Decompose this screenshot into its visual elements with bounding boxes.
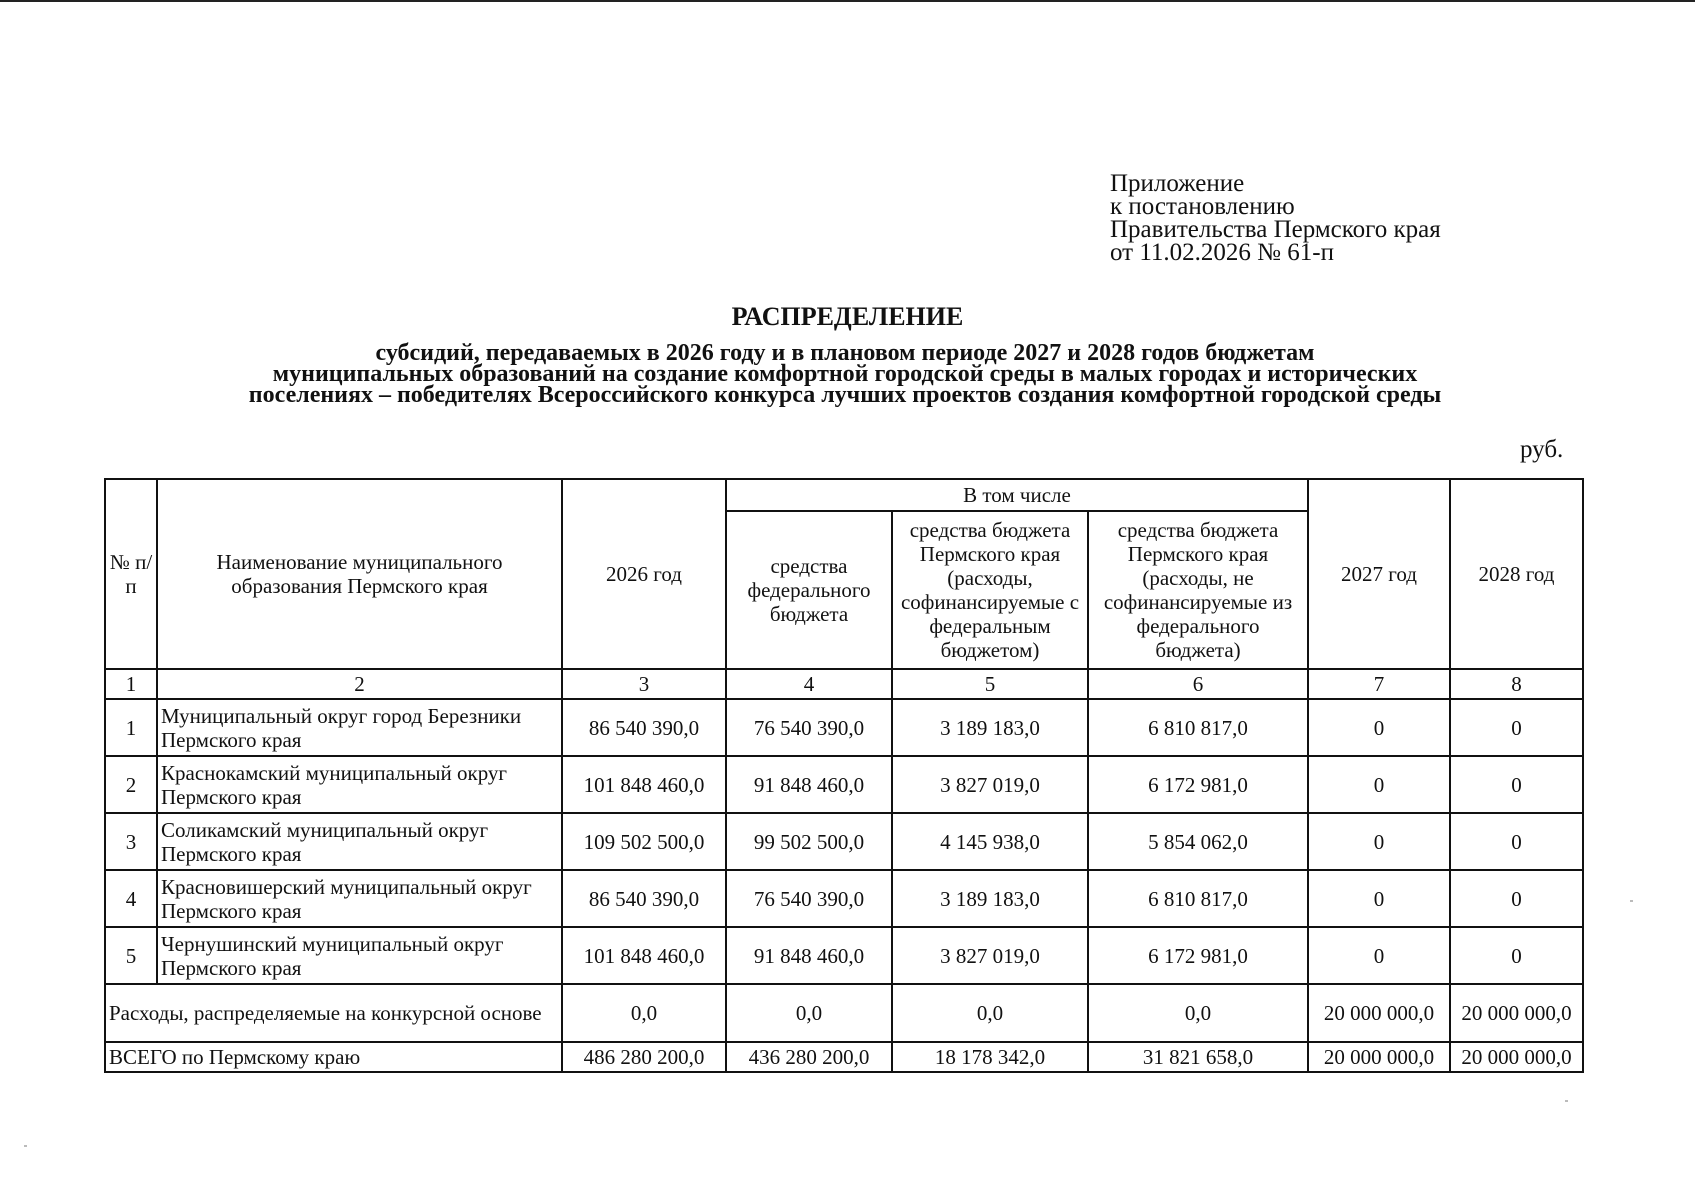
- column-numbers-row: [105, 669, 1583, 699]
- row-2028: 0: [1450, 813, 1583, 870]
- table-row: [105, 927, 1583, 984]
- row-num: 3: [105, 813, 157, 870]
- total-row: [105, 1042, 1583, 1072]
- subtitle-line-2: муниципальных образований на создание комфортной городской среды в малых городах и исторических: [272, 361, 1418, 387]
- currency-unit: руб.: [1520, 436, 1564, 463]
- competitive-2026: 0,0: [562, 984, 726, 1042]
- row-cofinanced: 3 827 019,0: [892, 756, 1088, 813]
- appendix-line-2: к постановлению: [1110, 193, 1295, 220]
- row-federal: 91 848 460,0: [726, 927, 892, 984]
- header-2026: 2026 год: [562, 479, 726, 669]
- row-2026: 101 848 460,0: [562, 756, 726, 813]
- competitive-2028: 20 000 000,0: [1450, 984, 1583, 1042]
- row-name: Красновишерский муниципальный округ Пермского края: [157, 870, 562, 927]
- subtitle-line-3: поселениях – победителях Всероссийского конкурса лучших проектов создания комфортной городской среды: [248, 382, 1442, 408]
- header-federal: средства федерального бюджета: [726, 511, 892, 669]
- row-cofinanced: 4 145 938,0: [892, 813, 1088, 870]
- header-name: Наименование муниципального образования Пермского края: [157, 479, 562, 669]
- competitive-label: Расходы, распределяемые на конкурсной основе: [105, 984, 562, 1042]
- competitive-cofinanced: 0,0: [892, 984, 1088, 1042]
- row-2028: 0: [1450, 927, 1583, 984]
- document-subtitle: [100, 340, 1590, 408]
- row-num: 2: [105, 756, 157, 813]
- row-2028: 0: [1450, 756, 1583, 813]
- header-row-1: [105, 479, 1583, 511]
- distribution-table: [104, 478, 1584, 1073]
- row-2026: 109 502 500,0: [562, 813, 726, 870]
- row-cofinanced: 3 827 019,0: [892, 927, 1088, 984]
- row-name: Чернушинский муниципальный округ Пермского края: [157, 927, 562, 984]
- row-2026: 86 540 390,0: [562, 699, 726, 756]
- appendix-block: [1110, 172, 1441, 264]
- row-not-cofinanced: 6 172 981,0: [1088, 927, 1308, 984]
- scan-speck: [1630, 900, 1633, 902]
- header-not-cofinanced: средства бюджета Пермского края (расходы, не софинансируемые из федерального бюджета): [1088, 511, 1308, 669]
- header-num: № п/п: [105, 479, 157, 669]
- total-2026: 486 280 200,0: [562, 1042, 726, 1072]
- scan-speck: [24, 1145, 27, 1147]
- row-federal: 91 848 460,0: [726, 756, 892, 813]
- row-federal: 76 540 390,0: [726, 870, 892, 927]
- total-federal: 436 280 200,0: [726, 1042, 892, 1072]
- column-number: 7: [1308, 669, 1450, 699]
- row-cofinanced: 3 189 183,0: [892, 699, 1088, 756]
- row-federal: 76 540 390,0: [726, 699, 892, 756]
- row-2027: 0: [1308, 870, 1450, 927]
- header-2027: 2027 год: [1308, 479, 1450, 669]
- header-including: В том числе: [726, 479, 1308, 511]
- scan-speck: [1565, 1100, 1568, 1102]
- competitive-2027: 20 000 000,0: [1308, 984, 1450, 1042]
- appendix-line-4: от 11.02.2026 № 61-п: [1110, 239, 1334, 266]
- row-2027: 0: [1308, 699, 1450, 756]
- row-2028: 0: [1450, 699, 1583, 756]
- column-number: 3: [562, 669, 726, 699]
- row-num: 4: [105, 870, 157, 927]
- row-not-cofinanced: 5 854 062,0: [1088, 813, 1308, 870]
- row-name: Соликамский муниципальный округ Пермского края: [157, 813, 562, 870]
- total-2027: 20 000 000,0: [1308, 1042, 1450, 1072]
- row-2026: 101 848 460,0: [562, 927, 726, 984]
- column-number: 6: [1088, 669, 1308, 699]
- column-number: 8: [1450, 669, 1583, 699]
- row-2027: 0: [1308, 756, 1450, 813]
- appendix-line-1: Приложение: [1110, 170, 1245, 197]
- column-number: 5: [892, 669, 1088, 699]
- total-label: ВСЕГО по Пермскому краю: [105, 1042, 562, 1072]
- row-name: Краснокамский муниципальный округ Пермского края: [157, 756, 562, 813]
- table-row: [105, 756, 1583, 813]
- scan-edge-line: [0, 0, 1695, 2]
- row-federal: 99 502 500,0: [726, 813, 892, 870]
- row-not-cofinanced: 6 810 817,0: [1088, 699, 1308, 756]
- column-number: 4: [726, 669, 892, 699]
- total-2028: 20 000 000,0: [1450, 1042, 1583, 1072]
- row-2026: 86 540 390,0: [562, 870, 726, 927]
- document-title: РАСПРЕДЕЛЕНИЕ: [731, 302, 964, 331]
- column-number: 2: [157, 669, 562, 699]
- header-2028: 2028 год: [1450, 479, 1583, 669]
- row-num: 5: [105, 927, 157, 984]
- table-row: [105, 813, 1583, 870]
- row-name: Муниципальный округ город Березники Пермского края: [157, 699, 562, 756]
- total-cofinanced: 18 178 342,0: [892, 1042, 1088, 1072]
- row-cofinanced: 3 189 183,0: [892, 870, 1088, 927]
- appendix-line-3: Правительства Пермского края: [1110, 216, 1441, 243]
- row-not-cofinanced: 6 810 817,0: [1088, 870, 1308, 927]
- row-2027: 0: [1308, 813, 1450, 870]
- competitive-federal: 0,0: [726, 984, 892, 1042]
- competitive-row: [105, 984, 1583, 1042]
- row-not-cofinanced: 6 172 981,0: [1088, 756, 1308, 813]
- total-not-cofinanced: 31 821 658,0: [1088, 1042, 1308, 1072]
- table-row: [105, 699, 1583, 756]
- column-number: 1: [105, 669, 157, 699]
- row-2027: 0: [1308, 927, 1450, 984]
- header-cofinanced: средства бюджета Пермского края (расходы, софинансируемые с федеральным бюджетом): [892, 511, 1088, 669]
- table-row: [105, 870, 1583, 927]
- row-num: 1: [105, 699, 157, 756]
- row-2028: 0: [1450, 870, 1583, 927]
- competitive-not-cofinanced: 0,0: [1088, 984, 1308, 1042]
- subtitle-line-1: субсидий, передаваемых в 2026 году и в плановом периоде 2027 и 2028 годов бюджетам: [375, 340, 1315, 366]
